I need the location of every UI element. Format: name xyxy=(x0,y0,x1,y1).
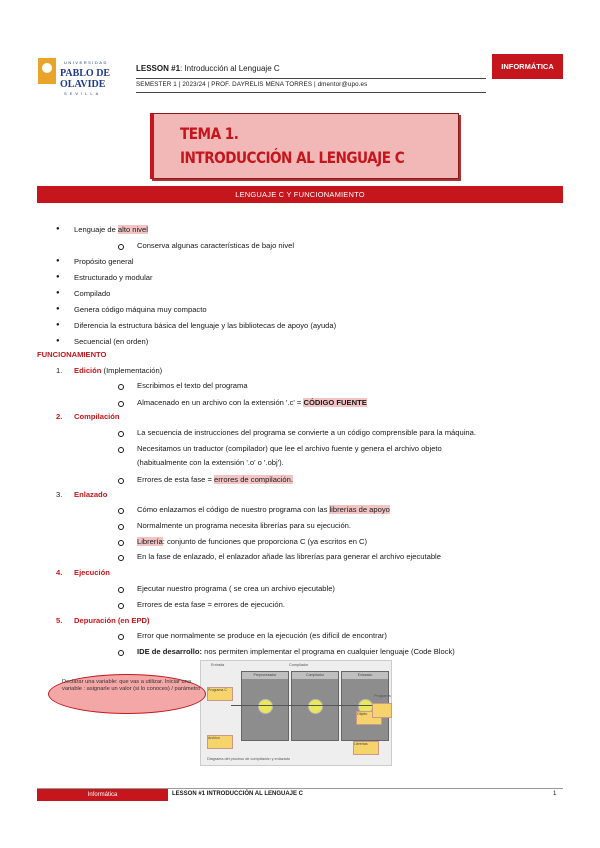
bullet-icon: ● xyxy=(56,338,60,344)
bullet-icon: ● xyxy=(56,322,60,328)
diagram-box-source: Programa C xyxy=(207,687,233,701)
step-2-item-a: La secuencia de instrucciones del programa se convierte a un código comprensible para la máquina. xyxy=(137,428,476,437)
university-logo xyxy=(38,54,132,98)
bullet-3: Estructurado y modular xyxy=(74,273,153,282)
lesson-title xyxy=(136,64,280,73)
diagram-col3-head: Enlazado xyxy=(342,672,388,679)
step-2-item-b: Necesitamos un traductor (compilador) que lee el archivo fuente y genera el archivo objeto xyxy=(137,444,442,453)
step-5-item-a: Error que normalmente se produce en la ejecución (es difícil de encontrar) xyxy=(137,631,387,640)
step-3-item-a-highlight: librerías de apoyo xyxy=(329,505,390,514)
step-4-item-a: Ejecutar nuestro programa ( se crea un archivo ejecutable) xyxy=(137,584,335,593)
circle-bullet-icon xyxy=(118,478,124,484)
bullet-icon: ● xyxy=(56,290,60,296)
section-heading: LENGUAJE C Y FUNCIONAMIENTO xyxy=(37,186,563,203)
bullet-icon: ● xyxy=(56,226,60,232)
step-2-item-c xyxy=(137,475,293,484)
title-line1: TEMA 1. xyxy=(180,124,239,143)
diagram-col1-head: Preprocesador xyxy=(242,672,288,679)
circle-bullet-icon xyxy=(118,634,124,640)
circle-bullet-icon xyxy=(118,524,124,530)
step-1-item-b-text: Almacenado en un archivo con la extensión '.c' = xyxy=(137,398,304,407)
circle-bullet-icon xyxy=(118,431,124,437)
step-3-number: 3. xyxy=(56,490,63,499)
footer-subject: Informática xyxy=(37,789,168,801)
diagram-label-program: Programa xyxy=(374,694,391,698)
semester-info: SEMESTER 1 | 2023/24 | PROF. DAYRELIS MENA TORRES | dmentor@upo.es xyxy=(136,81,368,88)
funcionamiento-heading: FUNCIONAMIENTO xyxy=(37,350,107,359)
header-rule-bottom xyxy=(136,92,486,93)
bullet-icon: ● xyxy=(56,306,60,312)
diagram-box-libraries: Librerías xyxy=(353,741,379,755)
step-5-item-b-bold: IDE de desarrollo: xyxy=(137,647,202,656)
step-3-item-a xyxy=(137,505,390,514)
diagram-box-file: Archivo xyxy=(207,735,233,749)
step-4-number: 4. xyxy=(56,568,63,577)
step-5-item-b xyxy=(137,647,455,656)
circle-bullet-icon xyxy=(118,508,124,514)
circle-bullet-icon xyxy=(118,603,124,609)
bullet-6: Diferencia la estructura básica del lenguaje y las bibliotecas de apoyo (ayuda) xyxy=(74,321,337,330)
diagram-caption: Diagrama del proceso de compilación y enlazado xyxy=(207,757,290,761)
step-1-rest: (Implementación) xyxy=(101,366,163,375)
compilation-diagram xyxy=(200,660,392,766)
footer-lesson: LESSON #1 INTRODUCCIÓN AL LENGUAJE C xyxy=(172,791,304,797)
bullet-icon: ● xyxy=(56,274,60,280)
step-2-title: Compilación xyxy=(74,412,120,421)
subject-tag: INFORMÁTICA xyxy=(492,54,563,79)
step-1-item-b xyxy=(137,398,367,407)
circle-bullet-icon xyxy=(118,401,124,407)
step-3-item-b: Normalmente un programa necesita librerías para su ejecución. xyxy=(137,521,351,530)
bullet-1-highlight: alto nivel xyxy=(117,225,148,234)
bullet-1 xyxy=(74,225,148,234)
circle-bullet-icon xyxy=(118,384,124,390)
step-1-item-a: Escribimos el texto del programa xyxy=(137,381,248,390)
step-1-item-b-highlight: CÓDIGO FUENTE xyxy=(303,398,367,407)
bullet-1-sub: Conserva algunas características de bajo nivel xyxy=(137,241,295,250)
logo-line3: OLAVIDE xyxy=(60,79,106,90)
lesson-prefix: LESSON #1 xyxy=(136,64,181,73)
step-1-number: 1. xyxy=(56,366,63,375)
logo-line1: UNIVERSIDAD xyxy=(64,60,108,65)
circle-bullet-icon xyxy=(118,587,124,593)
bullet-5: Genera código máquina muy compacto xyxy=(74,305,207,314)
circle-bullet-icon xyxy=(118,244,124,250)
bullet-2: Propósito general xyxy=(74,257,134,266)
step-4-item-b: Errores de esta fase = errores de ejecución. xyxy=(137,600,285,609)
step-2-item-c-text: Errores de esta fase = xyxy=(137,475,215,484)
step-2-item-b-cont: (habitualmente con la extensión '.o' o '.obj'). xyxy=(137,458,284,467)
diagram-program-box xyxy=(372,703,392,718)
step-3-item-c-highlight: Librería xyxy=(137,537,163,546)
logo-line4: SEVILLA xyxy=(64,91,102,96)
bullet-7: Secuencial (en orden) xyxy=(74,337,149,346)
step-2-item-c-highlight: errores de compilación. xyxy=(214,475,293,484)
diagram-column-compiler xyxy=(291,671,339,741)
title-box xyxy=(150,113,459,179)
step-3-item-a-text: Cómo enlazamos el código de nuestro programa con las xyxy=(137,505,330,514)
step-5-item-b-text: nos permiten implementar el programa en cualquier lenguaje (Code Block) xyxy=(202,647,455,656)
step-3-item-c-text: : conjunto de funciones que proporciona C (ya escritos en C) xyxy=(162,537,368,546)
step-1-heading xyxy=(74,366,162,375)
bullet-4: Compilado xyxy=(74,289,111,298)
diagram-node xyxy=(258,699,273,714)
step-3-item-d: En la fase de enlazado, el enlazador añade las librerías para generar el archivo ejecutable xyxy=(137,552,441,561)
circle-bullet-icon xyxy=(118,650,124,656)
circle-bullet-icon xyxy=(118,540,124,546)
bullet-icon: ● xyxy=(56,258,60,264)
page-number: 1 xyxy=(553,791,557,797)
step-4-title: Ejecución xyxy=(74,568,110,577)
title-line2: INTRODUCCIÓN AL LENGUAJE C xyxy=(180,148,405,167)
logo-line2: PABLO DE xyxy=(60,68,111,79)
lesson-title-text: : Introducción al Lenguaje C xyxy=(180,64,280,73)
step-2-number: 2. xyxy=(56,412,63,421)
bullet-1-text: Lenguaje de xyxy=(74,225,118,234)
circle-bullet-icon xyxy=(118,447,124,453)
step-3-title: Enlazado xyxy=(74,490,108,499)
diagram-column-preprocessor xyxy=(241,671,289,741)
step-3-item-c xyxy=(137,537,367,546)
callout-text: Declarar una variable: que vas a utilizar. Iniciar una variable : asignarle un valor (si lo conoces) / parámetro xyxy=(62,679,201,692)
diagram-flow-line xyxy=(231,705,391,706)
step-1-title: Edición xyxy=(74,366,102,375)
step-5-number: 5. xyxy=(56,616,63,625)
diagram-label-input: Entrada xyxy=(211,663,225,667)
step-5-title: Depuración (en EPD) xyxy=(74,616,150,625)
diagram-node xyxy=(308,699,323,714)
header-rule xyxy=(136,78,486,79)
circle-bullet-icon xyxy=(118,555,124,561)
diagram-label-compiler: Compilador xyxy=(289,663,309,667)
diagram-col2-head: Compilador xyxy=(292,672,338,679)
diagram-box-object: Objeto xyxy=(356,711,382,725)
